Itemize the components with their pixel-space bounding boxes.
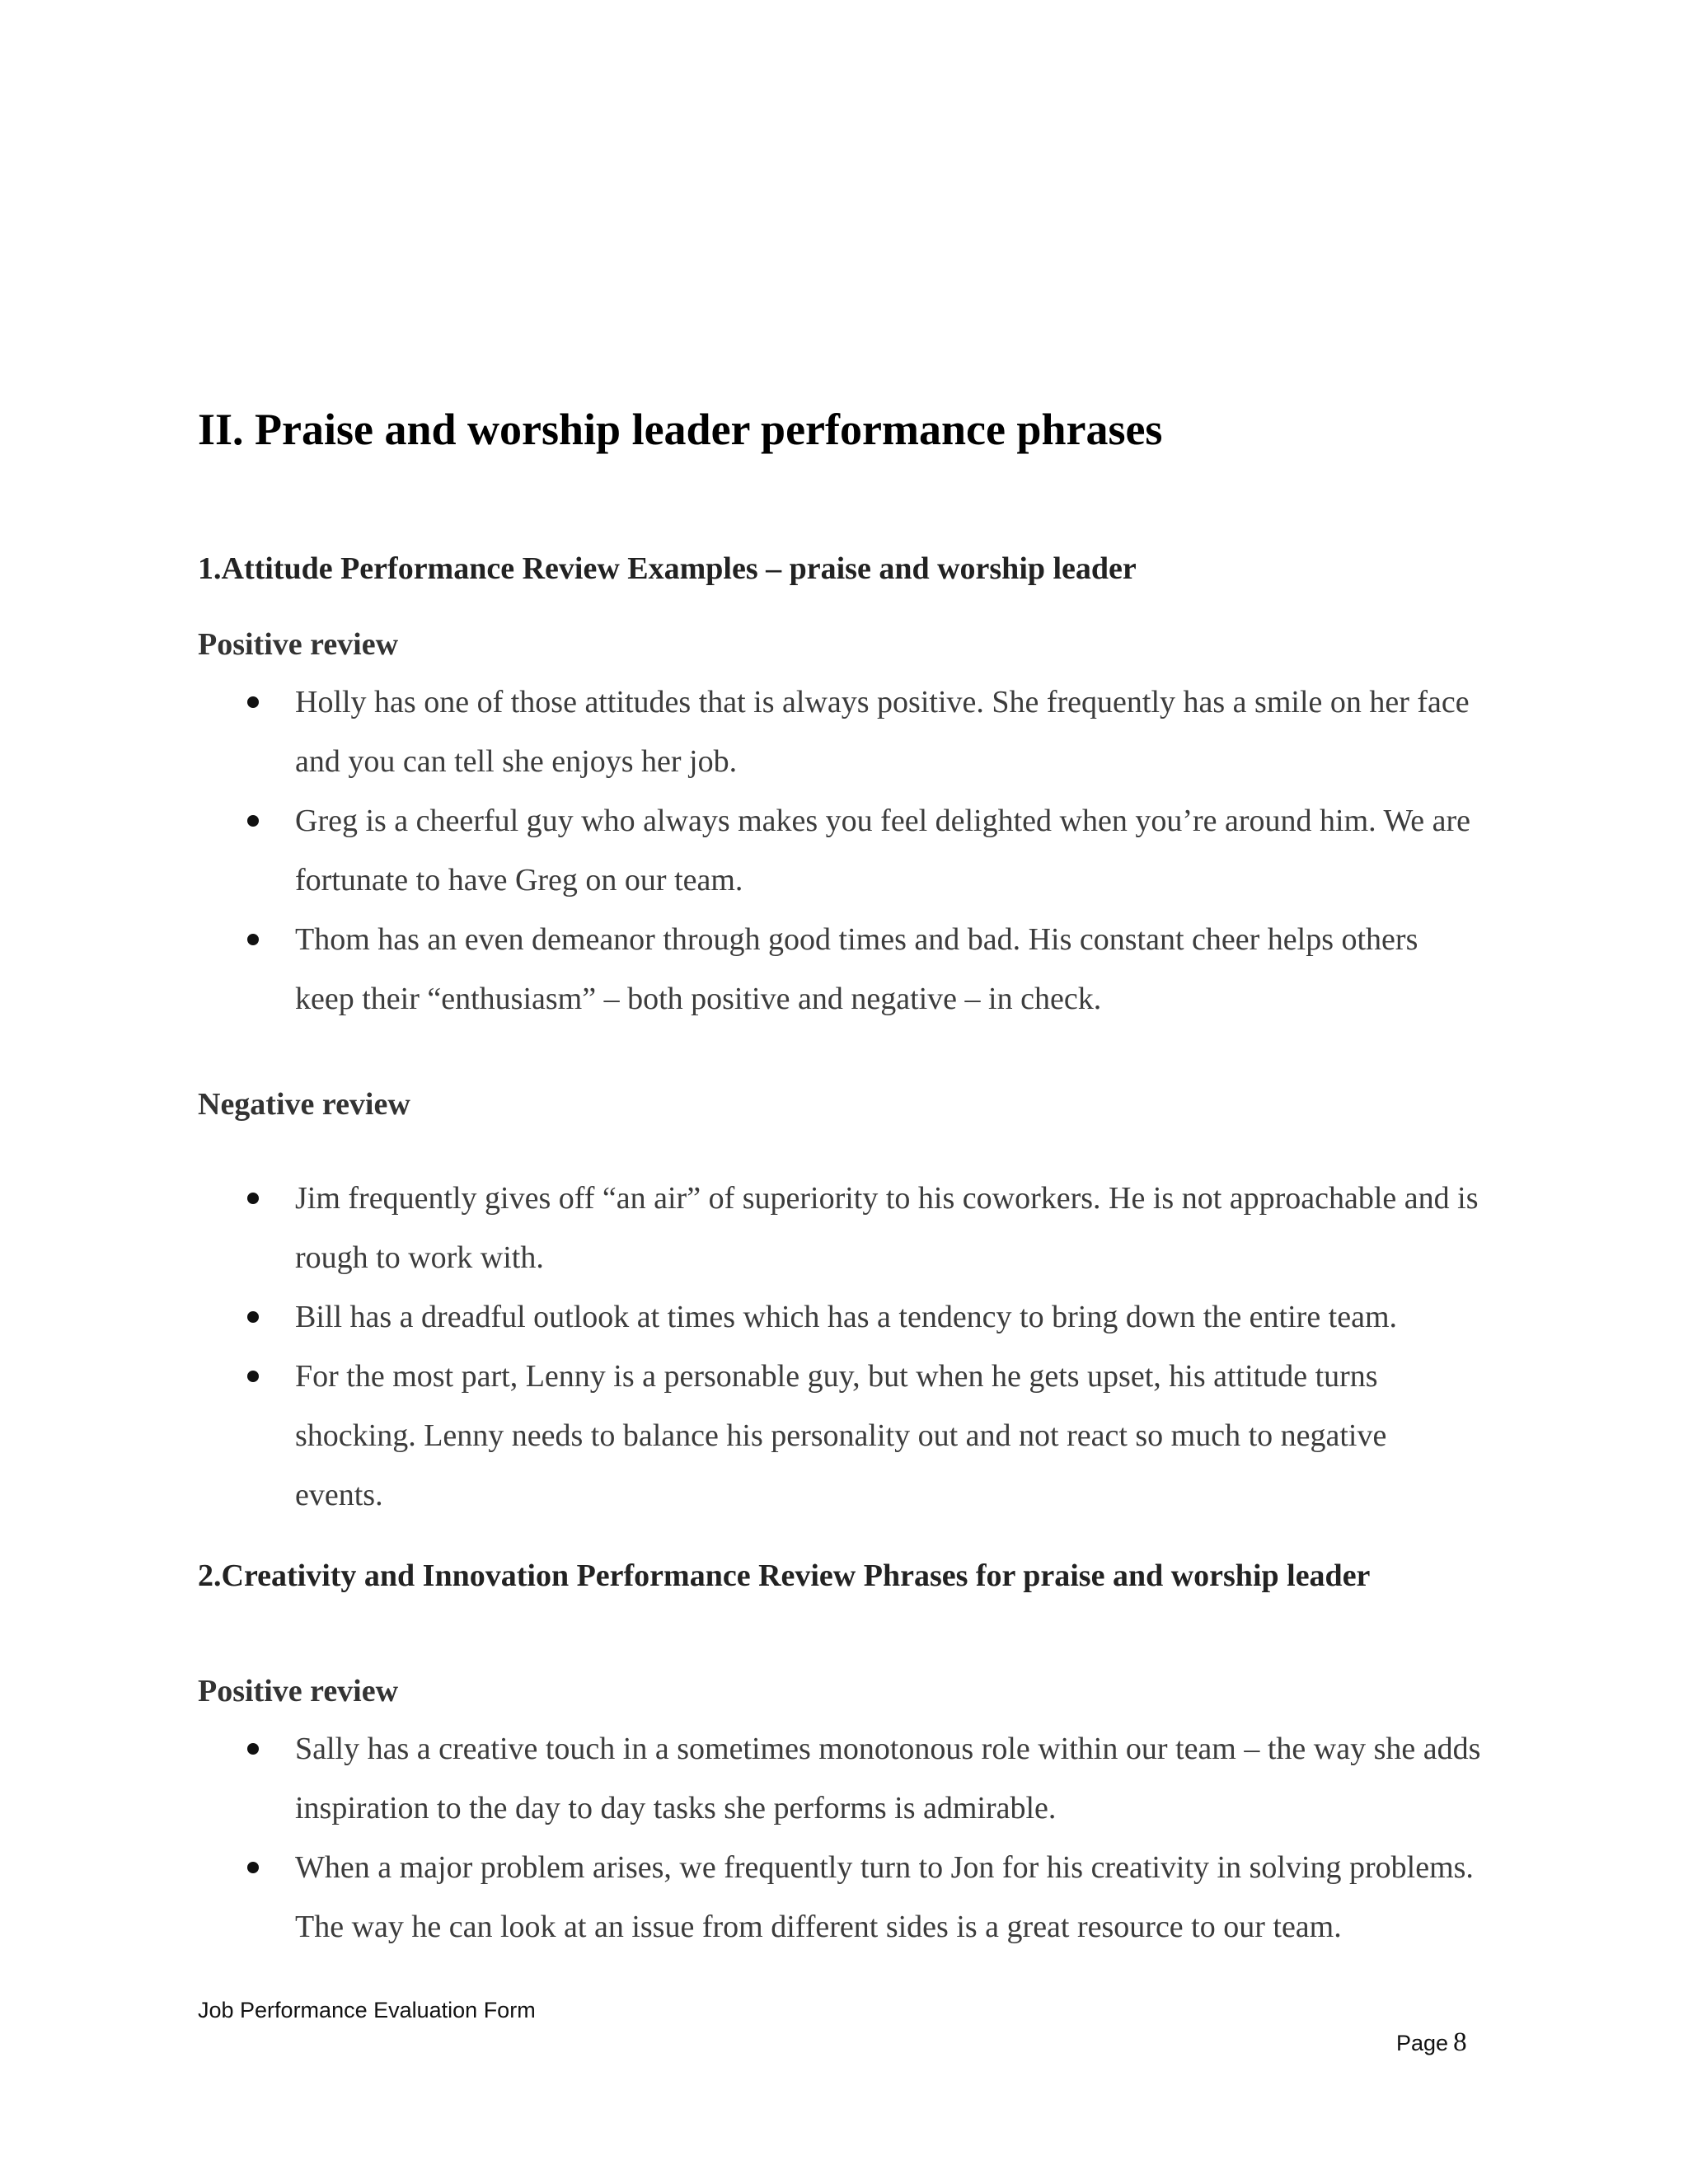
section-heading-creativity: 2.Creativity and Innovation Performance Review Phrases for praise and worship leader [198, 1558, 1371, 1593]
positive-review-list [0, 673, 1688, 1029]
negative-review-list [0, 1169, 1688, 1525]
bullet-icon [247, 1311, 259, 1323]
bullet-icon [247, 1862, 259, 1873]
bullet-icon [247, 1743, 259, 1755]
page-label: Page [1396, 2031, 1449, 2055]
positive-review-label: Positive review [198, 627, 399, 662]
section-heading-attitude: 1.Attitude Performance Review Examples – praise and worship leader [198, 551, 1137, 586]
bullet-icon [247, 815, 259, 827]
footer-form-title: Job Performance Evaluation Form [198, 1998, 536, 2022]
page-number [1396, 2027, 1467, 2058]
list-item: Thom has an even demeanor through good times and bad. His constant cheer helps others keep their “enthusiasm” – both positive and negative – in check. [0, 910, 1482, 1029]
page-title: II. Praise and worship leader performance phrases [198, 405, 1163, 454]
page-number-value: 8 [1453, 2027, 1467, 2057]
positive-review-list [0, 1719, 1688, 1957]
bullet-icon [247, 696, 259, 708]
list-item: Sally has a creative touch in a sometimes monotonous role within our team – the way she adds inspiration to the day to day tasks she performs is admirable. [0, 1719, 1482, 1838]
negative-review-label: Negative review [198, 1087, 410, 1122]
list-item: For the most part, Lenny is a personable guy, but when he gets upset, his attitude turns shocking. Lenny needs to balance his personality out and not react so much to negative events. [0, 1347, 1482, 1525]
bullet-icon [247, 1371, 259, 1382]
bullet-icon [247, 934, 259, 945]
bullet-icon [247, 1193, 259, 1204]
list-item: When a major problem arises, we frequently turn to Jon for his creativity in solving problems. The way he can look at an issue from different sides is a great resource to our team. [0, 1838, 1482, 1957]
list-item: Jim frequently gives off “an air” of superiority to his coworkers. He is not approachable and is rough to work with. [0, 1169, 1482, 1287]
list-item: Holly has one of those attitudes that is always positive. She frequently has a smile on her face and you can tell she enjoys her job. [0, 673, 1482, 791]
list-item: Bill has a dreadful outlook at times which has a tendency to bring down the entire team. [0, 1287, 1482, 1347]
list-item: Greg is a cheerful guy who always makes you feel delighted when you’re around him. We are fortunate to have Greg on our team. [0, 791, 1482, 910]
positive-review-label: Positive review [198, 1674, 399, 1708]
